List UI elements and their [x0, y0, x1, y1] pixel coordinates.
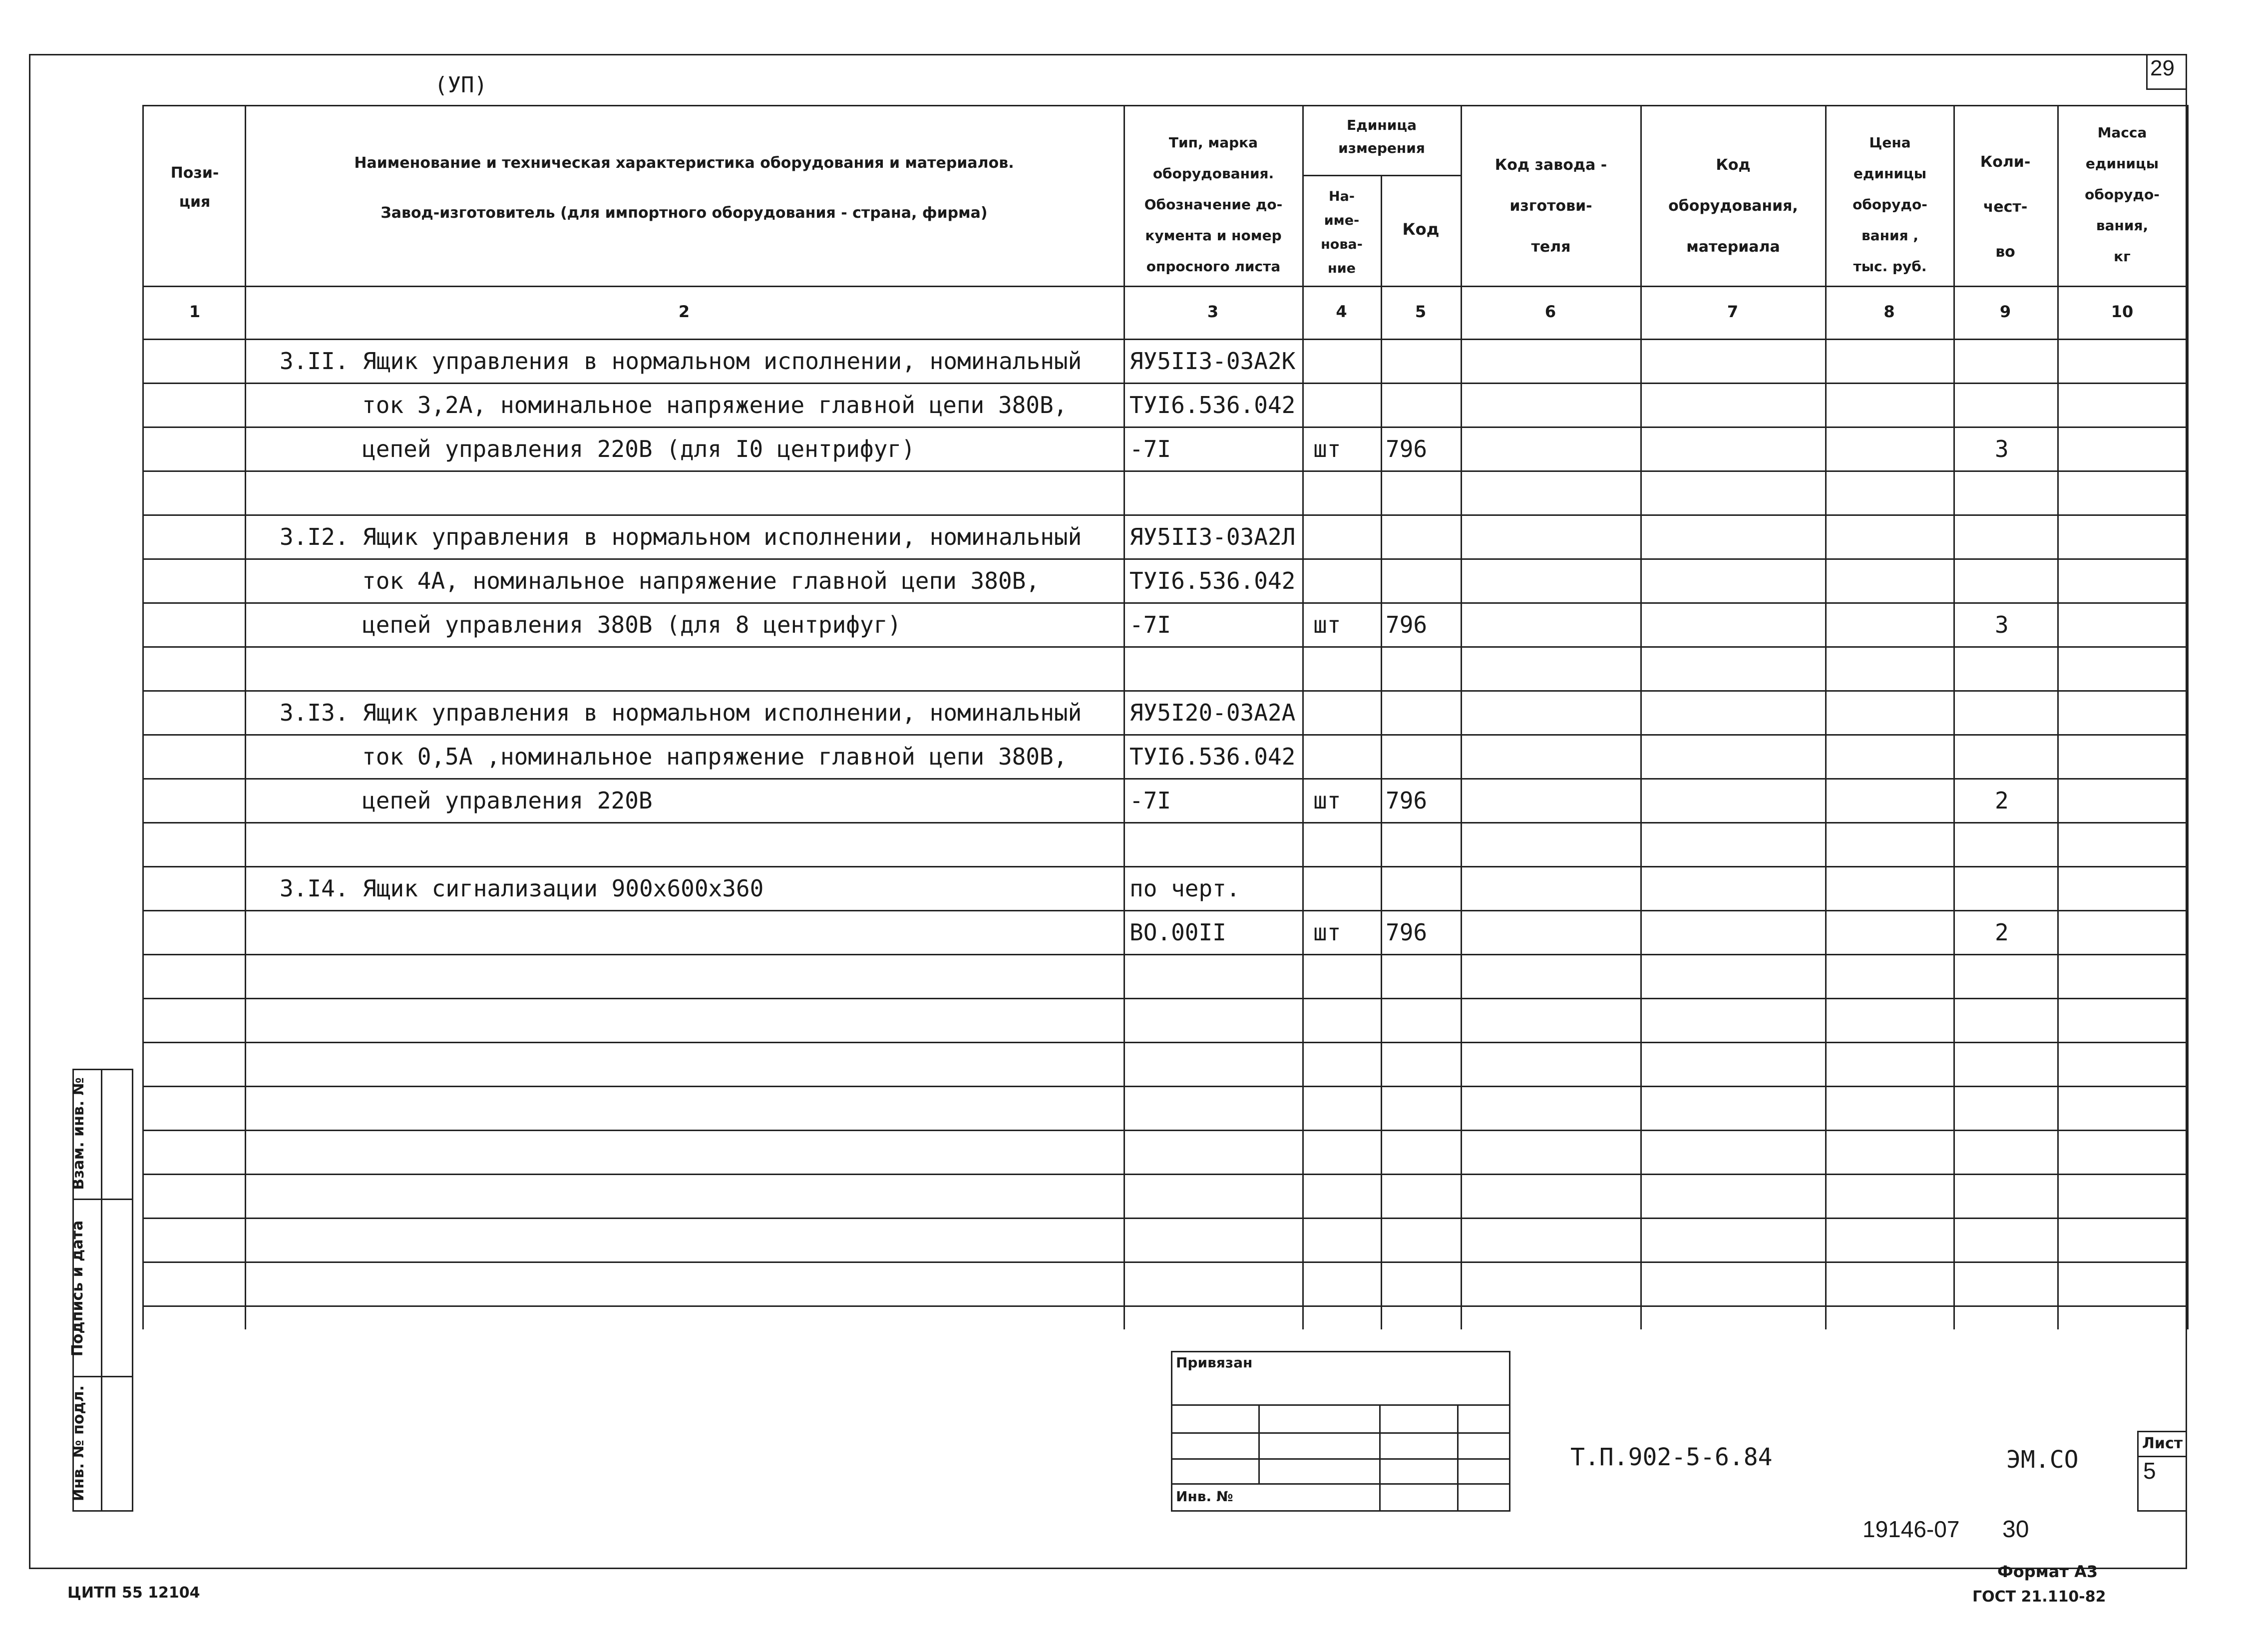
- doc-code: Т.П.902-5-6.84: [1570, 1443, 1773, 1471]
- row-line: [142, 734, 2187, 736]
- colnum-8: 8: [1883, 302, 1895, 321]
- row-line: [142, 1174, 2187, 1175]
- row-type: ТУI6.536.042: [1129, 743, 1296, 770]
- row-name: цепей управления 220В: [362, 787, 653, 814]
- row-type: -7I: [1129, 787, 1171, 814]
- doc-mark: ЭМ.СО: [2006, 1446, 2079, 1474]
- row-type: ЯУ5I20-03А2А: [1129, 699, 1296, 726]
- row-line: [142, 954, 2187, 955]
- row-unit-code: 796: [1386, 919, 1428, 946]
- side-stamp-line-1: [72, 1199, 133, 1200]
- header-name-line1: Наименование и техническая характеристика оборудования и материалов.: [354, 154, 1014, 172]
- row-name: 3.I4. Ящик сигнализации 900х600х360: [280, 875, 764, 902]
- row-line: [142, 426, 2187, 428]
- sheet-label: Лист: [2142, 1435, 2183, 1452]
- row-unit: шт: [1313, 435, 1341, 462]
- row-type: ТУI6.536.042: [1129, 567, 1296, 594]
- row-line: [142, 383, 2187, 384]
- col-line-8: [1953, 105, 1955, 1329]
- bind-line-2: [1171, 1432, 1510, 1434]
- row-quantity: 3: [1995, 435, 2009, 462]
- row-name: 3.II. Ящик управления в нормальном исполнении, номинальный: [280, 348, 1082, 375]
- row-unit: шт: [1313, 787, 1341, 814]
- side-inv: Инв. № подл.: [70, 1385, 87, 1502]
- printer-mark: ЦИТП 55 12104: [67, 1584, 200, 1602]
- row-quantity: 3: [1995, 611, 2009, 638]
- side-stamp-divider: [101, 1069, 102, 1512]
- row-unit-code: 796: [1386, 435, 1428, 462]
- row-line: [142, 514, 2187, 516]
- bind-line-1: [1171, 1404, 1510, 1406]
- row-unit: шт: [1313, 919, 1341, 946]
- row-line: [142, 690, 2187, 692]
- bind-line-4: [1171, 1483, 1510, 1485]
- colnum-5: 5: [1415, 302, 1427, 321]
- colnum-2: 2: [678, 302, 690, 321]
- col-line-3: [1302, 105, 1304, 1329]
- header-quantity: Коли- чест- во: [1980, 153, 2031, 261]
- col-line-9: [2057, 105, 2059, 1329]
- header-unit-group: Единица измерения: [1338, 117, 1425, 156]
- bind-title: Привязан: [1176, 1354, 1253, 1371]
- row-line: [142, 998, 2187, 999]
- sheet-corner-number: 29: [2150, 56, 2175, 80]
- col-line-1: [245, 105, 246, 1329]
- colnum-1: 1: [189, 302, 201, 321]
- colnum-bottom-line: [142, 339, 2187, 340]
- row-line: [142, 558, 2187, 560]
- row-line: [142, 1218, 2187, 1219]
- row-quantity: 2: [1995, 787, 2009, 814]
- col-line-5: [1461, 105, 1462, 1329]
- row-line: [142, 866, 2187, 867]
- gost-label: ГОСТ 21.110-82: [1972, 1588, 2106, 1606]
- row-type: ЯУ5II3-03А2Л: [1129, 523, 1296, 550]
- header-unit-name: На- име- нова- ние: [1321, 189, 1363, 276]
- bind-vline-3: [1457, 1404, 1459, 1512]
- row-line: [142, 1042, 2187, 1043]
- row-name: ток 4А, номинальное напряжение главной цепи 380В,: [362, 567, 1040, 594]
- archive-number: 19146-07: [1863, 1516, 1960, 1542]
- row-type: -7I: [1129, 435, 1171, 462]
- row-line: [142, 822, 2187, 824]
- bind-block: [1171, 1351, 1510, 1512]
- col-line-7: [1825, 105, 1827, 1329]
- row-name: ток 0,5А ,номинальное напряжение главной цепи 380В,: [362, 743, 1068, 770]
- row-line: [142, 470, 2187, 472]
- header-unit-code: Код: [1402, 220, 1440, 239]
- row-quantity: 2: [1995, 919, 2009, 946]
- row-type: -7I: [1129, 611, 1171, 638]
- form-mark: (УП): [434, 72, 487, 98]
- side-vzam: Взам. инв. №: [70, 1077, 87, 1190]
- col-line-6: [1640, 105, 1642, 1329]
- row-line: [142, 1130, 2187, 1131]
- header-mass: Масса единицы оборудо- вания, кг: [2085, 124, 2160, 265]
- colnum-4: 4: [1336, 302, 1347, 321]
- unit-subheader-line: [1302, 175, 1461, 176]
- col-line-4: [1381, 175, 1382, 1329]
- row-type: ЯУ5II3-03А2К: [1129, 348, 1296, 375]
- colnum-10: 10: [2111, 302, 2134, 321]
- row-line: [142, 1261, 2187, 1263]
- row-name: цепей управления 220В (для I0 центрифуг): [362, 435, 915, 462]
- bind-line-3: [1171, 1458, 1510, 1460]
- bind-vline-2: [1379, 1404, 1381, 1512]
- row-name: ток 3,2А, номинальное напряжение главной цепи 380В,: [362, 392, 1068, 418]
- row-unit-code: 796: [1386, 787, 1428, 814]
- colnum-3: 3: [1207, 302, 1219, 321]
- colnum-7: 7: [1727, 302, 1739, 321]
- header-factory-code: Код завода - изготови- теля: [1494, 156, 1607, 256]
- row-line: [142, 1305, 2187, 1307]
- row-line: [142, 646, 2187, 648]
- colnum-9: 9: [1999, 302, 2011, 321]
- header-bottom-line: [142, 286, 2187, 287]
- header-equipment-code: Код оборудования, материала: [1668, 156, 1798, 256]
- format-label: Формат А3: [1997, 1562, 2098, 1581]
- row-unit: шт: [1313, 611, 1341, 638]
- row-name: 3.I3. Ящик управления в нормальном исполнении, номинальный: [280, 699, 1082, 726]
- row-line: [142, 778, 2187, 780]
- row-line: [142, 602, 2187, 604]
- row-name: 3.I2. Ящик управления в нормальном исполнении, номинальный: [280, 523, 1082, 550]
- header-type: Тип, марка оборудования. Обозначение до- кумента и номер опросного листа: [1144, 134, 1283, 275]
- row-line: [142, 910, 2187, 911]
- page-number: 30: [2002, 1516, 2029, 1543]
- row-type: ТУI6.536.042: [1129, 392, 1296, 418]
- header-position: Пози- ция: [170, 164, 219, 211]
- colnum-6: 6: [1544, 302, 1556, 321]
- header-name-line2: Завод-изготовитель (для импортного оборудования - страна, фирма): [380, 204, 988, 222]
- row-type: ВО.00II: [1129, 919, 1226, 946]
- col-line-10: [2187, 105, 2189, 1329]
- col-line-2: [1123, 105, 1125, 1329]
- col-line-0: [142, 105, 144, 1329]
- row-line: [142, 1086, 2187, 1087]
- bind-inv-no: Инв. №: [1176, 1488, 1233, 1505]
- row-type: по черт.: [1129, 875, 1240, 902]
- sheet-number: 5: [2143, 1458, 2156, 1484]
- row-name: цепей управления 380В (для 8 центрифуг): [362, 611, 902, 638]
- row-unit-code: 796: [1386, 611, 1428, 638]
- bind-vline-1: [1258, 1404, 1260, 1483]
- side-podpis: Подпись и дата: [69, 1220, 86, 1357]
- header-price: Цена единицы оборудо- вания , тыс. руб.: [1853, 134, 1927, 275]
